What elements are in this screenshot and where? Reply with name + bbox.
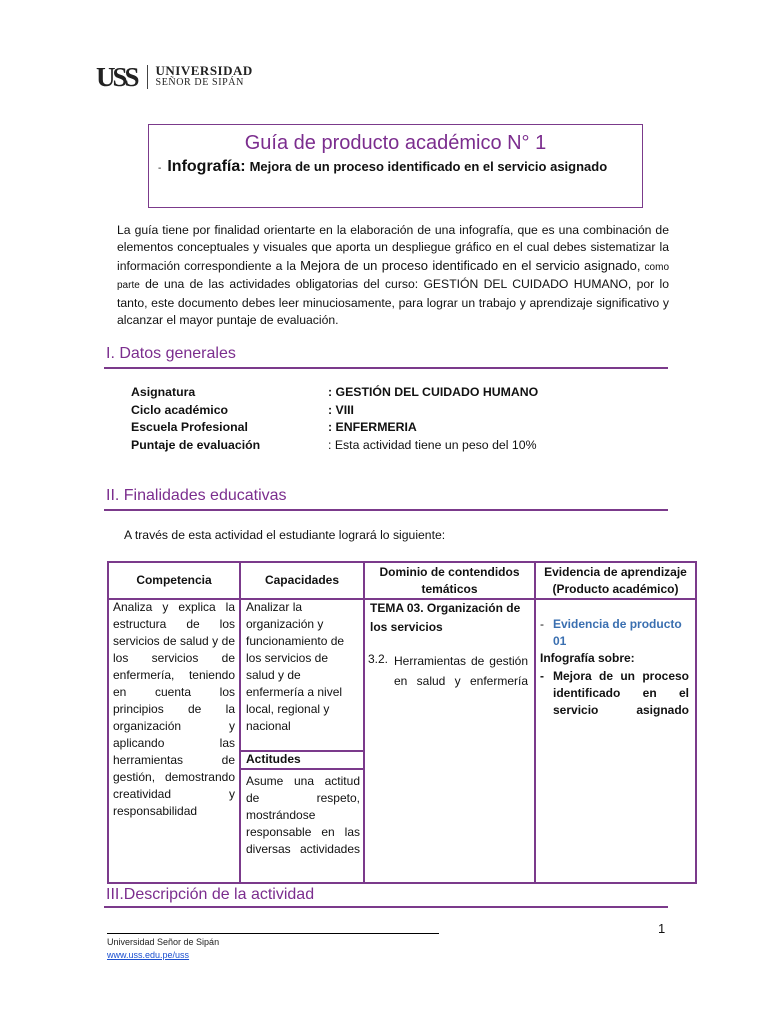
general-data-label: Escuela Profesional: [131, 420, 248, 434]
general-data-value: : VIII: [328, 402, 354, 417]
footer-university: Universidad Señor de Sipán: [107, 937, 220, 947]
table-border: [695, 561, 697, 884]
competencia-text: Analiza y explica la estructura de los servicios de salud y de los servicios de enfermería, teniendo en cuenta los principios de la organización y aplicando las herramientas de gestión, demostrando creatividad y responsabilidad: [113, 600, 235, 818]
evidence-item-dash: -: [540, 669, 544, 683]
tema-title: TEMA 03. Organización de los servicios: [370, 601, 521, 634]
intro-part-1: La guía tiene por finalidad orientarte en la elaboración de una infografía, que es una combinación de elementos conceptuales y visuales que aporta un despliegue gráfico en el cual debes sistematizar la información correspondiente a la: [117, 223, 669, 273]
table-border: [240, 768, 364, 770]
actitudes-text: Asume una actitud de respeto, mostrándose responsable en las diversas actividades: [246, 774, 360, 856]
subtema-number: 3.2.: [368, 652, 389, 666]
subtitle-lead: Infografía:: [167, 158, 246, 175]
subtema-text: Herramientas de gestión en salud y enfermería: [394, 654, 528, 688]
general-data-row: [131, 437, 538, 455]
intro-part-4: de una de las actividades obligatorias del curso: GESTIÓN DEL CUIDADO HUMANO, por lo tanto, este documento debes leer minuciosamente, para lograr un trabajo y aprendizaje significativo y alcanzar el mayor puntaje de evaluación.: [117, 277, 669, 328]
section-3-heading: III.Descripción de la actividad: [106, 886, 315, 903]
subtitle-rest: Mejora de un proceso identificado en el servicio asignado: [249, 159, 608, 174]
logo-line-1: UNIVERSIDAD: [155, 63, 253, 78]
intro-paragraph: [117, 222, 669, 329]
university-logo: [96, 62, 253, 92]
general-data-row: [131, 384, 538, 402]
table-border: [107, 882, 697, 884]
general-data-label: Ciclo académico: [131, 402, 229, 417]
table-border: [107, 561, 109, 884]
general-data-value: : GESTIÓN DEL CUIDADO HUMANO: [328, 385, 539, 399]
page-number: 1: [658, 921, 666, 936]
header-dominio: Dominio de contendidos temáticos: [379, 564, 520, 596]
section-1-heading: I. Datos generales: [106, 345, 236, 362]
table-border: [239, 561, 241, 884]
infografia-label: Infografía sobre:: [540, 651, 635, 665]
general-data-list: [131, 384, 538, 454]
general-data-row: [131, 402, 538, 420]
header-evidencia: Evidencia de aprendizaje (Producto académico): [544, 564, 687, 596]
document-subtitle: [158, 158, 607, 176]
evidence-item: Mejora de un proceso identificado en el servicio asignado: [553, 669, 689, 717]
footer-rule: [107, 933, 439, 934]
logo-mark: USS: [96, 61, 137, 92]
intro-part-2: Mejora de un proceso identificado en el servicio asignado,: [300, 257, 641, 273]
actitudes-header: Actitudes: [246, 752, 301, 766]
logo-wordmark: [156, 65, 253, 89]
general-data-value: : Esta actividad tiene un peso del 10%: [328, 437, 537, 452]
header-capacidades: Capacidades: [264, 573, 340, 587]
footer-link[interactable]: www.uss.edu.pe/uss: [107, 950, 190, 960]
logo-separator: [147, 65, 148, 89]
table-border: [363, 561, 365, 884]
header-competencia: Competencia: [136, 573, 212, 587]
logo-line-2: SEÑOR DE SIPÁN: [155, 77, 244, 88]
general-data-row: [131, 419, 538, 437]
subtitle-dash: -: [158, 163, 162, 174]
evidence-dash: -: [540, 617, 544, 631]
table-border: [534, 561, 536, 884]
general-data-label: Puntaje de evaluación: [131, 437, 261, 452]
general-data-label: Asignatura: [131, 385, 196, 399]
section-1-rule: [104, 367, 668, 369]
competency-table: [107, 561, 697, 884]
activity-lead-text: A través de esta actividad el estudiante logrará lo siguiente:: [124, 528, 446, 542]
title-box: [148, 124, 643, 208]
capacidades-text: Analizar la organización y funcionamiento de los servicios de salud y de enfermería a nivel local, regional y nacional: [246, 600, 345, 733]
intro-part-3: como parte: [117, 261, 669, 292]
evidence-title: Evidencia de producto 01: [553, 617, 682, 648]
section-2-rule: [104, 509, 668, 511]
section-2-heading: II. Finalidades educativas: [106, 487, 287, 504]
section-3-rule: [104, 906, 668, 908]
document-title: Guía de producto académico N° 1: [244, 132, 547, 154]
general-data-value: : ENFERMERIA: [328, 420, 417, 434]
